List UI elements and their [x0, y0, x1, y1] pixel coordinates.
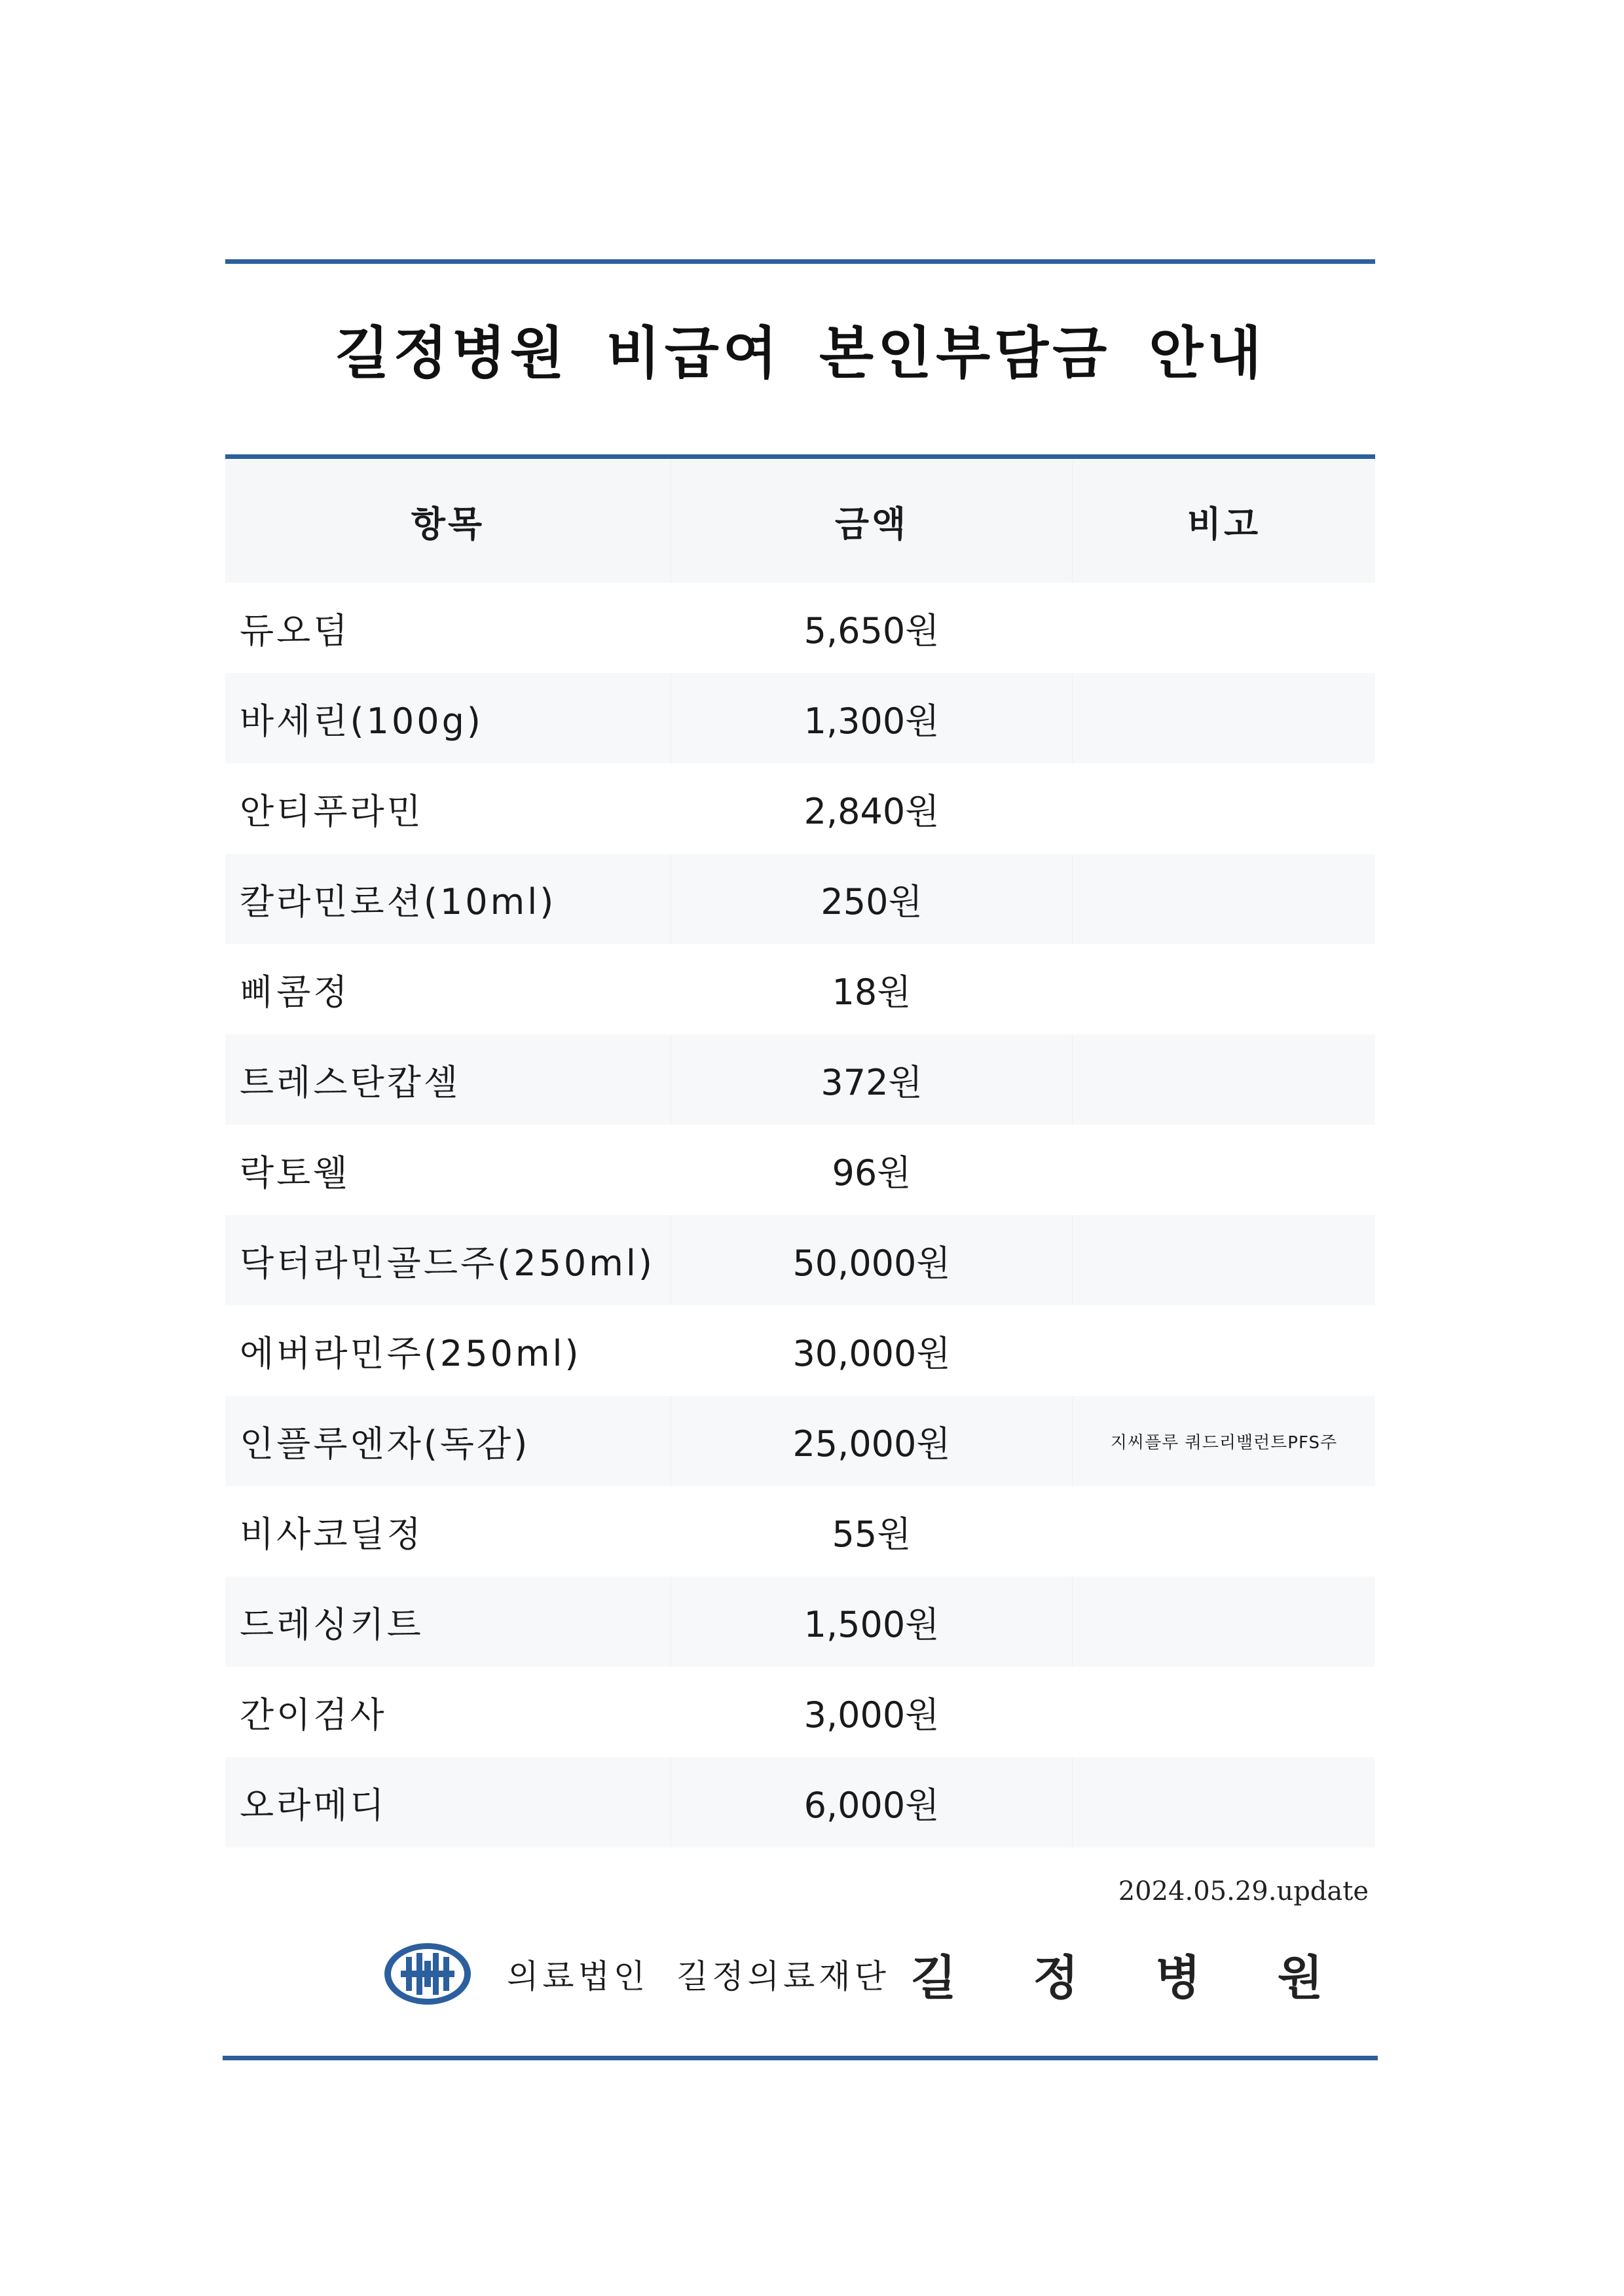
table-row — [225, 1396, 1375, 1486]
item-note — [1073, 1757, 1375, 1848]
item-name: 인플루엔자(독감) — [240, 1423, 530, 1465]
item-note — [1073, 1125, 1375, 1215]
item-name: 트레스탄캅셀 — [240, 1061, 460, 1103]
item-note — [1073, 1486, 1375, 1576]
table-row — [225, 1757, 1375, 1848]
table-row — [225, 854, 1375, 944]
item-note — [1073, 1215, 1375, 1305]
item-name: 바세린(100g) — [240, 700, 483, 742]
item-note — [1073, 1667, 1375, 1757]
table-row — [225, 1576, 1375, 1667]
hospital-logo-icon — [382, 1941, 473, 2007]
item-amount: 18원 — [832, 971, 912, 1013]
item-name: 오라메디 — [240, 1784, 387, 1826]
foundation-name: 의료법인 길정의료재단 — [507, 1958, 890, 1995]
item-amount: 1,500원 — [671, 1576, 1073, 1667]
hospital-name: 길 정 병 원 — [910, 1950, 1354, 2005]
item-note — [1073, 854, 1375, 944]
item-amount: 25,000원 — [671, 1396, 1073, 1486]
item-name: 닥터라민골드주(250ml) — [240, 1242, 655, 1284]
item-name: 드레싱키트 — [240, 1603, 424, 1645]
item-name: 안티푸라민 — [240, 790, 424, 832]
table-row — [225, 1486, 1375, 1576]
item-amount: 3,000원 — [803, 1694, 940, 1736]
item-name: 에버라민주(250ml) — [240, 1332, 581, 1374]
table-row — [225, 763, 1375, 854]
update-date: 2024.05.29.update — [1118, 1876, 1369, 1906]
item-name: 듀오덤 — [240, 610, 350, 651]
item-name: 삐콤정 — [240, 971, 350, 1013]
item-amount: 55원 — [832, 1513, 912, 1555]
item-amount: 5,650원 — [803, 610, 940, 651]
table-row — [225, 673, 1375, 763]
table-row — [225, 1034, 1375, 1125]
table-row — [225, 944, 1375, 1034]
page-title: 길정병원 비급여 본인부담금 안내 — [335, 321, 1266, 386]
header-item: 항목 — [411, 503, 485, 545]
table-row — [225, 1215, 1375, 1305]
fee-table — [225, 460, 1375, 1848]
item-amount: 2,840원 — [803, 790, 940, 832]
item-name: 락토웰 — [240, 1152, 350, 1194]
item-name: 비사코딜정 — [240, 1513, 424, 1555]
item-note — [1073, 1034, 1375, 1125]
table-row — [225, 583, 1375, 673]
item-amount: 6,000원 — [671, 1757, 1073, 1848]
header-note: 비고 — [1187, 503, 1261, 545]
item-amount: 50,000원 — [671, 1215, 1073, 1305]
item-note — [1073, 673, 1375, 763]
item-name: 간이검사 — [240, 1694, 387, 1736]
title-divider — [225, 454, 1375, 459]
item-name: 칼라민로션(10ml) — [240, 881, 557, 922]
footer-signature — [382, 1938, 1353, 2010]
item-note: 지씨플루 쿼드리밸런트PFS주 — [1110, 1432, 1338, 1453]
bottom-divider — [223, 2056, 1378, 2060]
table-header-row — [225, 460, 1375, 583]
item-note — [1073, 1576, 1375, 1667]
item-note — [1073, 944, 1375, 1034]
top-divider — [225, 259, 1375, 264]
item-amount: 96원 — [832, 1152, 912, 1194]
item-amount: 372원 — [671, 1034, 1073, 1125]
item-amount: 30,000원 — [792, 1332, 951, 1374]
table-row — [225, 1125, 1375, 1215]
item-amount: 1,300원 — [671, 673, 1073, 763]
header-amount: 금액 — [671, 460, 1073, 583]
item-note — [1073, 583, 1375, 673]
item-note — [1073, 763, 1375, 854]
table-row — [225, 1305, 1375, 1396]
table-row — [225, 1667, 1375, 1757]
item-note — [1073, 1305, 1375, 1396]
item-amount: 250원 — [671, 854, 1073, 944]
